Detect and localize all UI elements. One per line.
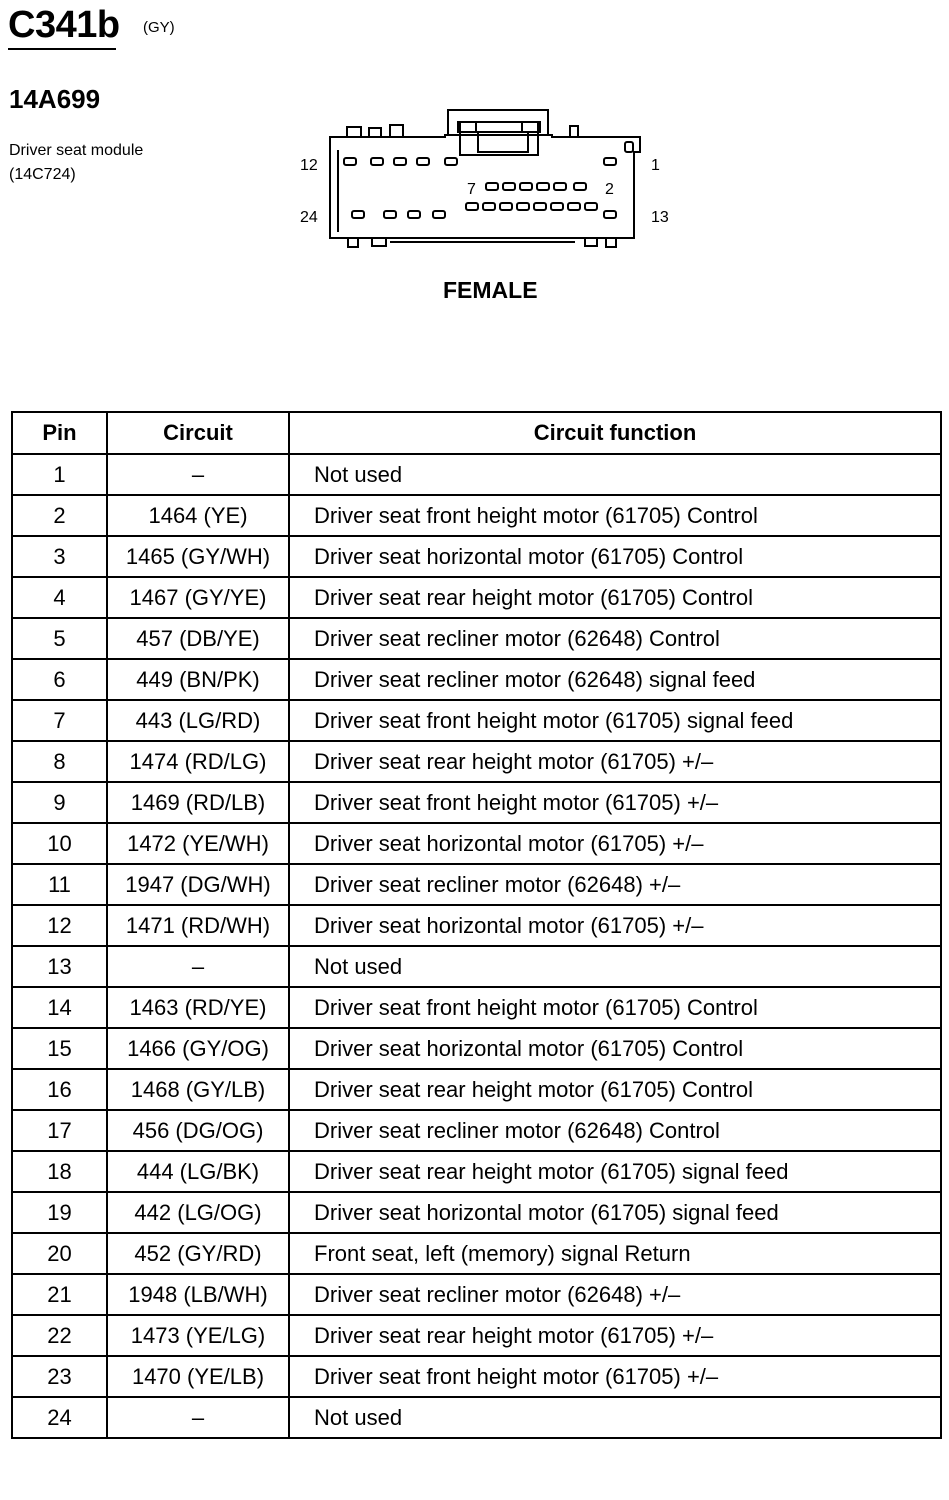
circuit-cell: 1465 (GY/WH) <box>107 536 289 577</box>
table-row <box>12 905 941 946</box>
circuit-cell: 1471 (RD/WH) <box>107 905 289 946</box>
pin-cavity <box>568 203 580 210</box>
pin-cell: 24 <box>12 1397 107 1438</box>
pin-cell: 1 <box>12 454 107 495</box>
table-row <box>12 1315 941 1356</box>
connector-tab <box>606 238 616 247</box>
table-row <box>12 1151 941 1192</box>
circuit-function-cell: Driver seat rear height motor (61705) Control <box>289 1069 941 1110</box>
circuit-cell: 1467 (GY/YE) <box>107 577 289 618</box>
connector-id: C341b <box>8 4 120 46</box>
header-circuit: Circuit <box>107 412 289 454</box>
table-row <box>12 1233 941 1274</box>
connector-tab <box>348 238 358 247</box>
table-row <box>12 1028 941 1069</box>
circuit-function-cell: Driver seat horizontal motor (61705) +/– <box>289 823 941 864</box>
table-row <box>12 864 941 905</box>
circuit-cell: – <box>107 454 289 495</box>
circuit-function-cell: Driver seat rear height motor (61705) signal feed <box>289 1151 941 1192</box>
connector-tab <box>585 238 597 246</box>
pin-cavity <box>585 203 597 210</box>
circuit-cell: 457 (DB/YE) <box>107 618 289 659</box>
pin-cavity <box>537 183 549 190</box>
pin-cavity <box>500 203 512 210</box>
circuit-cell: 442 (LG/OG) <box>107 1192 289 1233</box>
pin-cell: 6 <box>12 659 107 700</box>
pin-cell: 4 <box>12 577 107 618</box>
circuit-cell: 1474 (RD/LG) <box>107 741 289 782</box>
pin-cavity <box>520 183 532 190</box>
pin-cavity <box>466 203 478 210</box>
pin-cavity <box>534 203 546 210</box>
table-row <box>12 1356 941 1397</box>
connector-color: (GY) <box>143 19 175 36</box>
pin-cavity <box>517 203 529 210</box>
pin-cell: 16 <box>12 1069 107 1110</box>
pin-cell: 7 <box>12 700 107 741</box>
circuit-function-cell: Front seat, left (memory) signal Return <box>289 1233 941 1274</box>
pin-cavity <box>551 203 563 210</box>
table-row <box>12 987 941 1028</box>
table-row <box>12 536 941 577</box>
pin-cell: 8 <box>12 741 107 782</box>
pin-label-13: 13 <box>651 209 669 226</box>
pin-cavity <box>604 211 616 218</box>
circuit-function-cell: Driver seat front height motor (61705) Control <box>289 987 941 1028</box>
part-number: 14A699 <box>9 84 101 114</box>
connector-tab <box>570 126 578 137</box>
pin-table-body <box>12 454 941 1438</box>
pin-cell: 20 <box>12 1233 107 1274</box>
module-name: Driver seat module <box>9 142 144 159</box>
table-row <box>12 659 941 700</box>
pin-cavity <box>445 158 457 165</box>
pin-cavity <box>371 158 383 165</box>
table-row <box>12 618 941 659</box>
pin-cell: 22 <box>12 1315 107 1356</box>
pin-cavity <box>344 158 356 165</box>
table-row <box>12 946 941 987</box>
pin-cavity <box>486 183 498 190</box>
circuit-function-cell: Driver seat front height motor (61705) +/– <box>289 782 941 823</box>
circuit-cell: 449 (BN/PK) <box>107 659 289 700</box>
pin-cell: 2 <box>12 495 107 536</box>
circuit-function-cell: Driver seat rear height motor (61705) +/– <box>289 1315 941 1356</box>
circuit-cell: 1473 (YE/LG) <box>107 1315 289 1356</box>
pin-label-24: 24 <box>300 209 318 226</box>
circuit-function-cell: Driver seat recliner motor (62648) signal feed <box>289 659 941 700</box>
circuit-cell: 1472 (YE/WH) <box>107 823 289 864</box>
circuit-cell: 1468 (GY/LB) <box>107 1069 289 1110</box>
circuit-cell: 1466 (GY/OG) <box>107 1028 289 1069</box>
connector-tab <box>390 125 403 137</box>
connector-gender: FEMALE <box>443 277 538 303</box>
pin-label-2: 2 <box>605 181 614 198</box>
pin-cell: 12 <box>12 905 107 946</box>
connector-tab <box>347 127 361 137</box>
table-row <box>12 1274 941 1315</box>
circuit-cell: 452 (GY/RD) <box>107 1233 289 1274</box>
table-row <box>12 1192 941 1233</box>
circuit-cell: 1470 (YE/LB) <box>107 1356 289 1397</box>
pin-cell: 14 <box>12 987 107 1028</box>
pin-cell: 3 <box>12 536 107 577</box>
pin-cell: 19 <box>12 1192 107 1233</box>
circuit-function-cell: Not used <box>289 454 941 495</box>
table-row <box>12 1110 941 1151</box>
circuit-cell: 1948 (LB/WH) <box>107 1274 289 1315</box>
table-row <box>12 700 941 741</box>
header-circuit-function: Circuit function <box>289 412 941 454</box>
pin-table <box>11 411 942 1439</box>
table-row <box>12 741 941 782</box>
table-row <box>12 454 941 495</box>
pin-cell: 11 <box>12 864 107 905</box>
table-row <box>12 1397 941 1438</box>
table-row <box>12 782 941 823</box>
circuit-function-cell: Driver seat horizontal motor (61705) +/– <box>289 905 941 946</box>
pin-cell: 18 <box>12 1151 107 1192</box>
pin-cavity <box>408 211 420 218</box>
circuit-cell: 1464 (YE) <box>107 495 289 536</box>
table-row <box>12 1069 941 1110</box>
pin-cell: 23 <box>12 1356 107 1397</box>
circuit-function-cell: Driver seat recliner motor (62648) +/– <box>289 864 941 905</box>
connector-tab <box>372 238 386 246</box>
pin-cavity <box>574 183 586 190</box>
pin-cell: 10 <box>12 823 107 864</box>
circuit-cell: 443 (LG/RD) <box>107 700 289 741</box>
table-row <box>12 823 941 864</box>
pin-cell: 17 <box>12 1110 107 1151</box>
pin-cell: 9 <box>12 782 107 823</box>
pin-cell: 21 <box>12 1274 107 1315</box>
pin-cavity <box>352 211 364 218</box>
circuit-cell: 1947 (DG/WH) <box>107 864 289 905</box>
pin-label-1: 1 <box>651 157 660 174</box>
pin-cavity <box>417 158 429 165</box>
pin-cavity <box>554 183 566 190</box>
pin-cavity <box>394 158 406 165</box>
circuit-function-cell: Driver seat front height motor (61705) +/– <box>289 1356 941 1397</box>
circuit-function-cell: Driver seat front height motor (61705) Control <box>289 495 941 536</box>
connector-latch-inner <box>460 122 538 155</box>
header-pin: Pin <box>12 412 107 454</box>
circuit-function-cell: Driver seat horizontal motor (61705) signal feed <box>289 1192 941 1233</box>
pin-label-7: 7 <box>467 181 476 198</box>
pin-cavity <box>433 211 445 218</box>
connector-diagram <box>0 0 949 270</box>
pin-cavity <box>604 158 616 165</box>
circuit-function-cell: Driver seat recliner motor (62648) +/– <box>289 1274 941 1315</box>
circuit-function-cell: Driver seat rear height motor (61705) +/– <box>289 741 941 782</box>
circuit-function-cell: Driver seat front height motor (61705) signal feed <box>289 700 941 741</box>
circuit-cell: – <box>107 946 289 987</box>
circuit-function-cell: Driver seat recliner motor (62648) Control <box>289 618 941 659</box>
circuit-cell: – <box>107 1397 289 1438</box>
table-row <box>12 577 941 618</box>
pin-label-12: 12 <box>300 157 318 174</box>
circuit-cell: 444 (LG/BK) <box>107 1151 289 1192</box>
circuit-function-cell: Driver seat horizontal motor (61705) Control <box>289 1028 941 1069</box>
pin-cavity <box>384 211 396 218</box>
circuit-function-cell: Driver seat rear height motor (61705) Control <box>289 577 941 618</box>
connector-tab <box>369 128 381 137</box>
circuit-function-cell: Driver seat recliner motor (62648) Control <box>289 1110 941 1151</box>
pin-cavity <box>483 203 495 210</box>
circuit-cell: 1469 (RD/LB) <box>107 782 289 823</box>
circuit-function-cell: Driver seat horizontal motor (61705) Control <box>289 536 941 577</box>
pin-cavity <box>503 183 515 190</box>
circuit-function-cell: Not used <box>289 946 941 987</box>
circuit-cell: 456 (DG/OG) <box>107 1110 289 1151</box>
pin-cell: 13 <box>12 946 107 987</box>
pin-cell: 15 <box>12 1028 107 1069</box>
circuit-cell: 1463 (RD/YE) <box>107 987 289 1028</box>
pin-cavity <box>625 142 633 152</box>
module-part-number: (14C724) <box>9 166 76 183</box>
circuit-function-cell: Not used <box>289 1397 941 1438</box>
pin-cell: 5 <box>12 618 107 659</box>
table-row <box>12 495 941 536</box>
table-header-row <box>12 412 941 454</box>
